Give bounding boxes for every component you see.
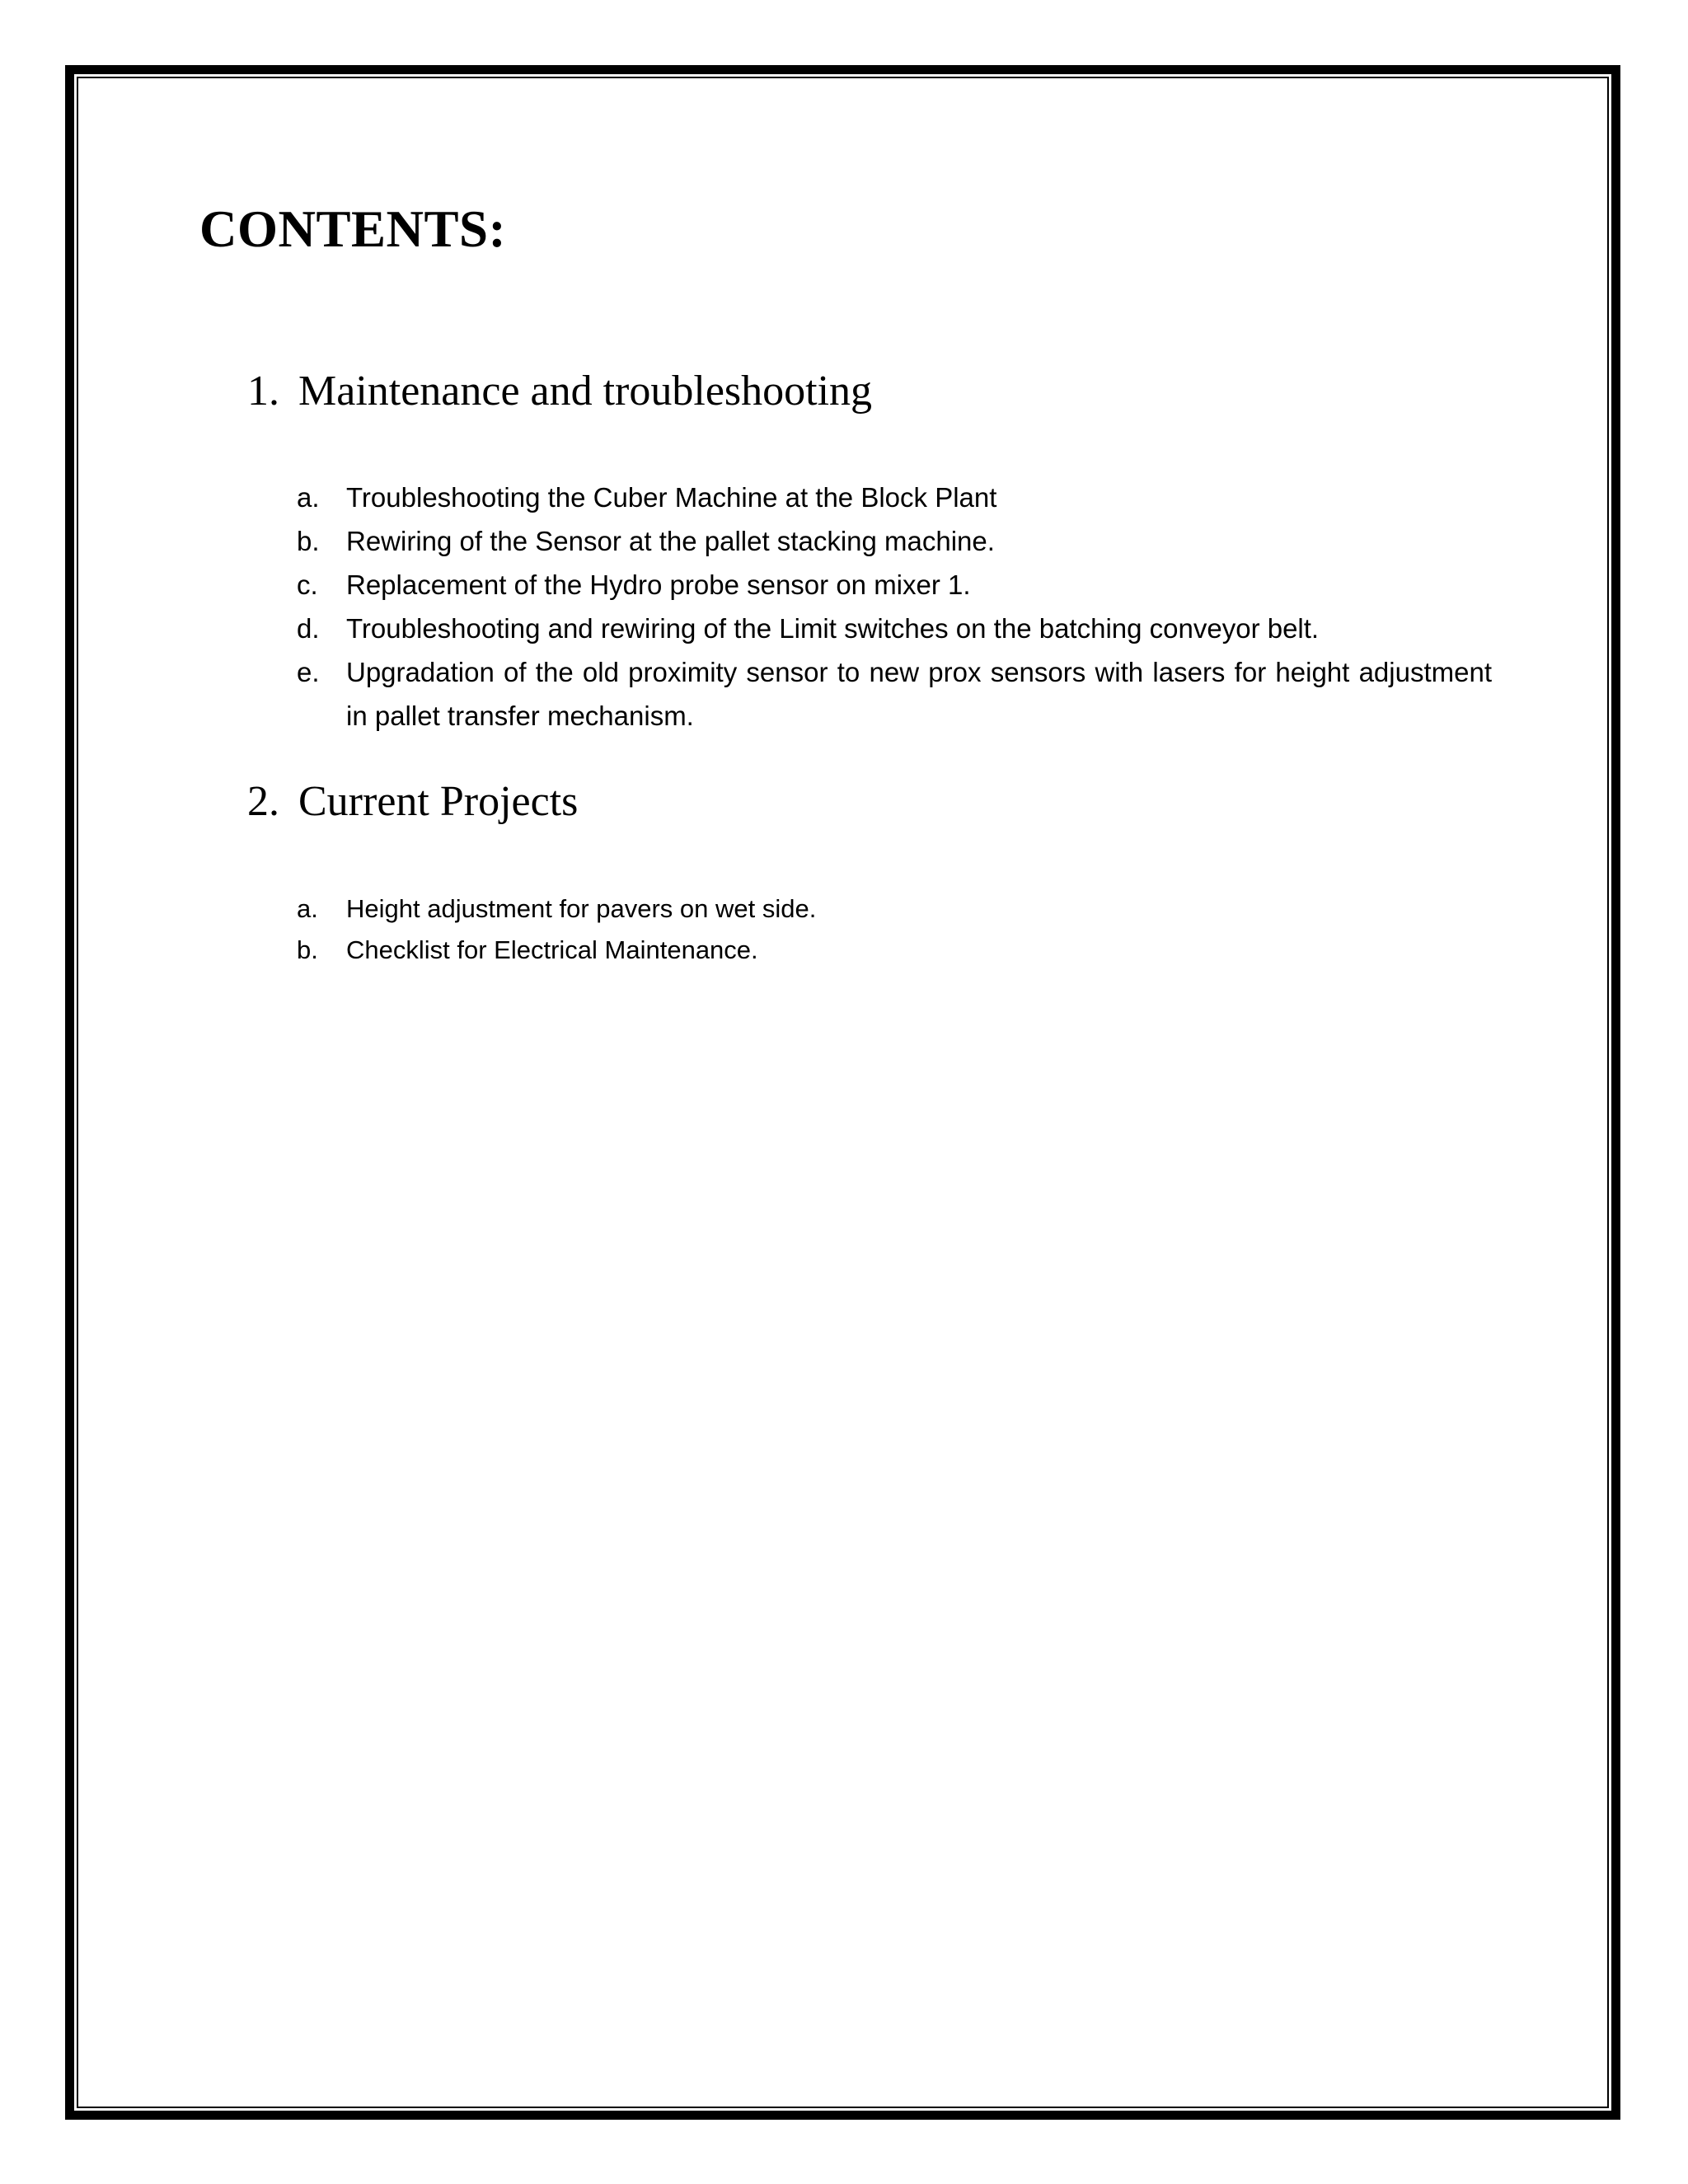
list-item-text: Upgradation of the old proximity sensor to new prox sensors with lasers for height adjustment in pallet transfer mechanism. [346,657,1492,731]
section-title: Maintenance and troubleshooting [298,368,873,415]
list-item [297,476,1492,519]
section-number: 1. [247,368,279,415]
list-item-text: Troubleshooting the Cuber Machine at the Block Plant [346,482,997,513]
list-item-text: Replacement of the Hydro probe sensor on mixer 1. [346,569,971,600]
section-heading-current-projects [247,775,578,829]
section-heading-maintenance [247,364,872,419]
list-item-text: Troubleshooting and rewiring of the Limit switches on the batching conveyor belt. [346,613,1320,644]
list-item-text: Checklist for Electrical Maintenance. [346,935,758,964]
list-item [297,930,1492,971]
list-item [297,563,1492,607]
list-item-letter: c. [297,569,318,600]
list-item-letter: b. [297,526,320,556]
list-item-letter: b. [297,935,318,964]
list-item-letter: e. [297,657,320,687]
section-number: 2. [247,778,279,825]
list-item-text: Rewiring of the Sensor at the pallet stacking machine. [346,526,995,556]
list-item-letter: a. [297,482,320,513]
list-item [297,888,1492,930]
list-item [297,650,1492,738]
page-title: CONTENTS: [199,200,507,258]
list-item [297,607,1492,650]
list-item-text: Height adjustment for pavers on wet side. [346,894,817,923]
list-item [297,519,1492,563]
list-item-letter: a. [297,894,318,923]
list-item-letter: d. [297,613,320,644]
section-title: Current Projects [298,778,579,825]
